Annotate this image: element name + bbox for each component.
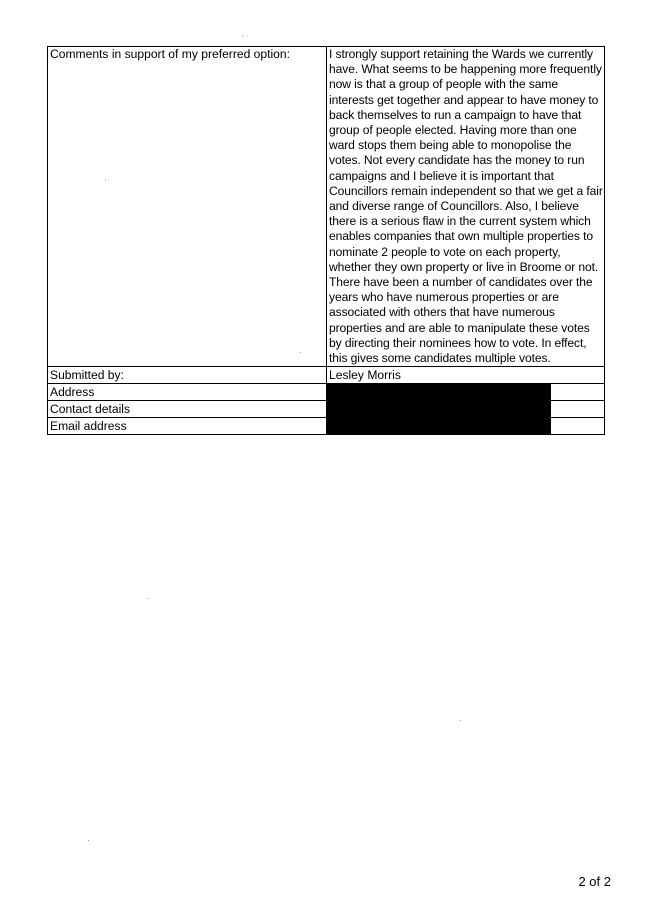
email-address-row	[48, 418, 605, 435]
comments-row	[48, 47, 605, 367]
comments-text: I strongly support retaining the Wards we currently have. What seems to be happening more frequently now is that a group of people with the same interests get together and appear to have money to back themselves to run a campaign to have that group of people elected. Having more than one ward stops them being able to monopolise the votes. Not every candidate has the money to run campaigns and I believe it is important that Councillors remain independent so that we get a fair and diverse range of Councillors. Also, I believe there is a serious flaw in the current system which enables companies that own multiple properties to nominate 2 people to vote on each property, whether they own property or live in Broome or not. There have been a number of candidates over the years who have numerous properties or are associated with others that have numerous properties and are able to manipulate these votes by directing their nominees how to vote. In effect, this gives some candidates multiple votes.	[327, 47, 605, 367]
scan-speck	[300, 352, 301, 353]
address-value-cell	[327, 384, 605, 401]
page-number: 2 of 2	[578, 874, 611, 889]
contact-details-row	[48, 401, 605, 418]
redaction-block	[327, 401, 551, 417]
contact-details-value-cell	[327, 401, 605, 418]
submitted-by-row	[48, 367, 605, 384]
contact-details-label: Contact details	[48, 401, 327, 418]
scan-speck	[242, 36, 243, 37]
scan-speck	[88, 840, 89, 841]
scan-speck	[460, 720, 461, 721]
scan-speck	[148, 598, 149, 599]
redaction-block	[327, 418, 551, 434]
submitted-by-value: Lesley Morris	[327, 367, 605, 384]
email-address-value-cell	[327, 418, 605, 435]
submission-form-table	[47, 46, 605, 435]
email-address-label: Email address	[48, 418, 327, 435]
comments-label: Comments in support of my preferred option:	[48, 47, 327, 367]
address-label: Address	[48, 384, 327, 401]
address-row	[48, 384, 605, 401]
scan-speck	[105, 180, 106, 181]
redaction-block	[327, 384, 551, 400]
submitted-by-label: Submitted by:	[48, 367, 327, 384]
